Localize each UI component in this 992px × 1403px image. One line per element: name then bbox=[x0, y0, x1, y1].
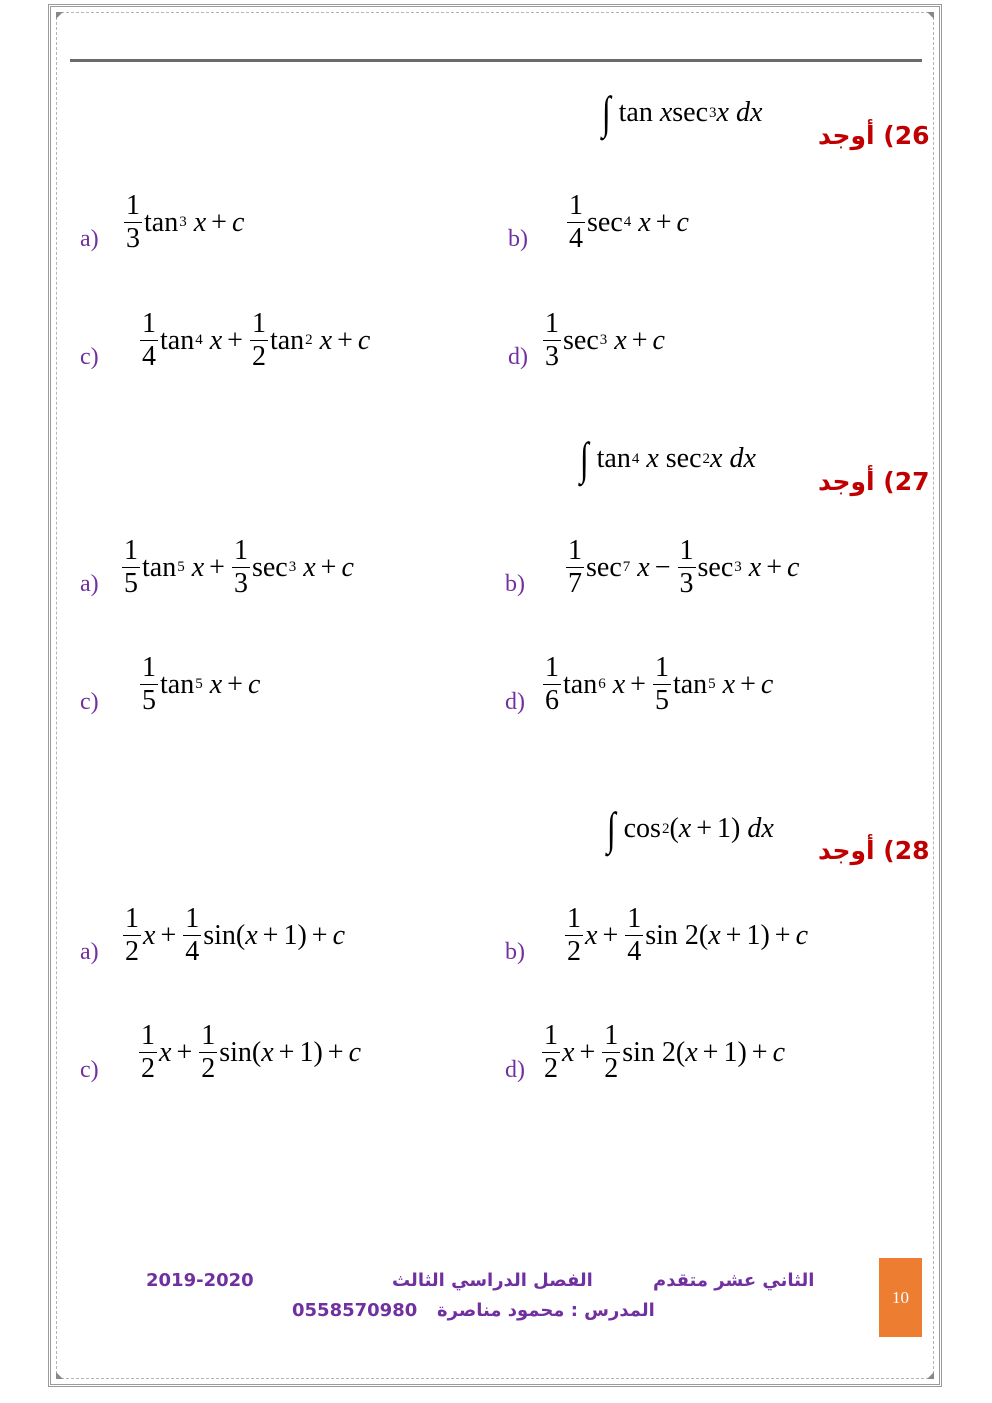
q26-option-b[interactable]: $\frac{1}{4}$ sec 4 x + c bbox=[569, 190, 689, 254]
footer-year: 2019-2020 bbox=[146, 1270, 254, 1291]
footer-semester: الفصل الدراسي الثالث bbox=[392, 1270, 593, 1291]
page-number-badge bbox=[879, 1258, 922, 1337]
footer-grade: الثاني عشر متقدم bbox=[653, 1270, 815, 1291]
q27-option-d[interactable]: $\frac{1}{6}$ tan 6 x + $\frac{1}{5}$ tan 5 x + c bbox=[545, 652, 774, 716]
corner-ornament bbox=[927, 1372, 934, 1379]
q28-option-b[interactable]: $\frac{1}{2}$ x + $\frac{1}{4}$ sin 2( x + 1) + c bbox=[567, 903, 809, 967]
q27-option-a-letter[interactable]: a) bbox=[80, 571, 99, 597]
q27-option-b-letter[interactable]: b) bbox=[505, 571, 525, 597]
q27-option-b[interactable]: $\frac{1}{7}$ sec 7 x − $\frac{1}{3}$ sec 3 x + c bbox=[568, 535, 800, 599]
q28-option-a-letter[interactable]: a) bbox=[80, 939, 99, 965]
q28-option-c-letter[interactable]: c) bbox=[80, 1057, 99, 1083]
q26-option-b-letter[interactable]: b) bbox=[508, 226, 528, 252]
q27-option-c-letter[interactable]: c) bbox=[80, 689, 99, 715]
q28-option-c[interactable]: $\frac{1}{2}$ x + $\frac{1}{2}$ sin( x + 1) + c bbox=[141, 1020, 362, 1084]
q26-integral: ∫ tan x sec 3 x dx bbox=[601, 87, 763, 138]
q26-option-c-letter[interactable]: c) bbox=[80, 344, 99, 370]
q26-option-a-letter[interactable]: a) bbox=[80, 226, 99, 252]
footer-phone: 0558570980 bbox=[292, 1300, 418, 1321]
q26-label: 26) أوجد bbox=[818, 121, 930, 150]
q28-integral: ∫ cos 2 ( x + 1) dx bbox=[606, 803, 774, 854]
corner-ornament bbox=[56, 1372, 63, 1379]
q28-label: 28) أوجد bbox=[818, 836, 930, 865]
q26-option-c[interactable]: $\frac{1}{4}$ tan 4 x + $\frac{1}{2}$ tan 2 x + c bbox=[142, 308, 371, 372]
q27-label: 27) أوجد bbox=[818, 467, 930, 496]
q27-option-a[interactable]: $\frac{1}{5}$ tan 5 x + $\frac{1}{3}$ sec 3 x + c bbox=[124, 535, 354, 599]
q27-option-d-letter[interactable]: d) bbox=[505, 689, 525, 715]
corner-ornament bbox=[56, 12, 63, 19]
q26-option-a[interactable]: $\frac{1}{3}$ tan 3 x + c bbox=[126, 190, 245, 254]
q28-option-b-letter[interactable]: b) bbox=[505, 939, 525, 965]
q26-option-d[interactable]: $\frac{1}{3}$ sec 3 x + c bbox=[545, 308, 665, 372]
q28-option-a[interactable]: $\frac{1}{2}$ x + $\frac{1}{4}$ sin( x + 1) + c bbox=[125, 903, 346, 967]
header-rule bbox=[70, 59, 922, 62]
q26-option-d-letter[interactable]: d) bbox=[508, 344, 528, 370]
q28-option-d-letter[interactable]: d) bbox=[505, 1057, 525, 1083]
q27-integral: ∫ tan 4 x sec 2 x dx bbox=[579, 433, 756, 484]
q28-option-d[interactable]: $\frac{1}{2}$ x + $\frac{1}{2}$ sin 2( x + 1) + c bbox=[544, 1020, 786, 1084]
corner-ornament bbox=[927, 12, 934, 19]
q27-option-c[interactable]: $\frac{1}{5}$ tan 5 x + c bbox=[142, 652, 261, 716]
page-number: 10 bbox=[892, 1287, 909, 1307]
footer-teacher: المدرس : محمود مناصرة bbox=[437, 1300, 655, 1321]
